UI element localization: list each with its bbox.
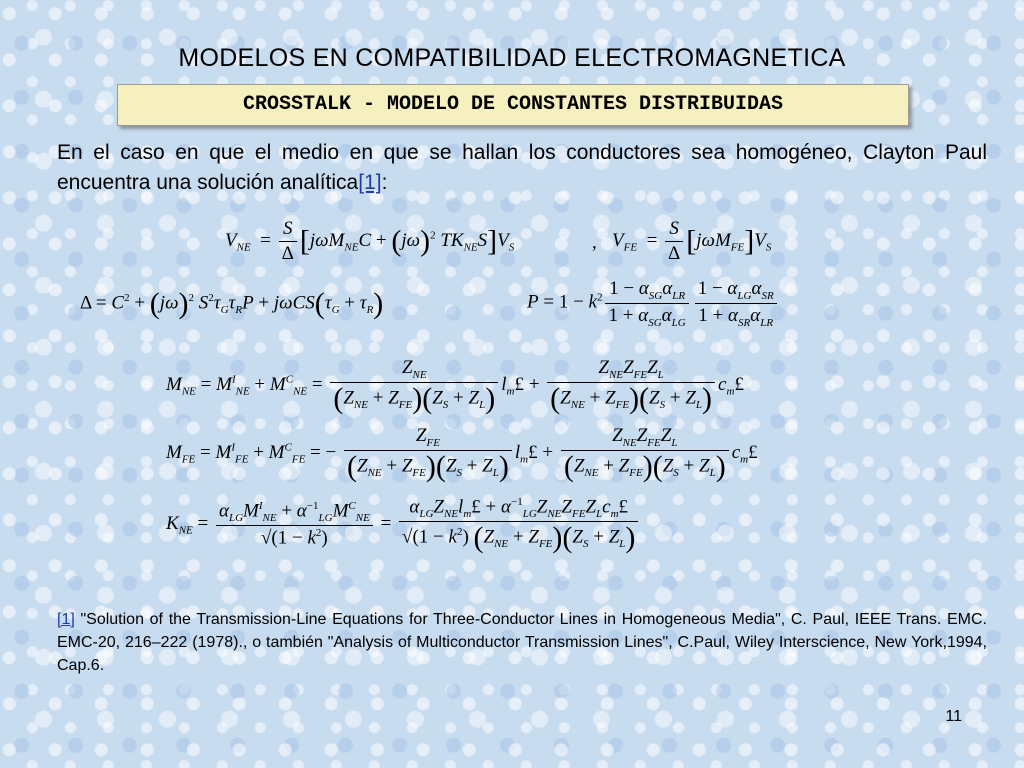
slide-title: MODELOS EN COMPATIBILIDAD ELECTROMAGNETICA — [178, 44, 846, 72]
equation-vne: $V_{NE}$ = $\frac{S}{\Delta}$ [$j\omega M_{NE}C + (j\omega)^2$ $TK_{NE}S]V_S$ — [225, 218, 515, 264]
intro-text: En el caso en que el medio en que se hallan los conductores sea homogéneo, Clayton Paul encuentra una solución analítica — [57, 141, 987, 194]
intro-paragraph — [57, 138, 987, 198]
subtitle-banner — [117, 84, 909, 126]
page-number: 11 — [945, 708, 962, 725]
slide-subtitle: CROSSTALK - MODELO DE CONSTANTES DISTRIBUIDAS — [242, 93, 784, 116]
equation-mne: $M_{NE} = M^I_{NE} + M^C_{NE}$ = $\frac{Z_{NE}}{(Z_{NE} + Z_{FE})(Z_S + Z_L)}$ $l_m£$ + $\frac{Z_{NE}Z_{FE}Z_L}{(Z_{NE} + Z_{FE})(Z_S + Z_L)}$ $c_m£$ — [166, 357, 744, 415]
equation-mfe: $M_{FE} = M^I_{FE} + M^C_{FE}$ = − $\frac{Z_{FE}}{(Z_{NE} + Z_{FE})(Z_S + Z_L)}$ $l_m£$ + $\frac{Z_{NE}Z_{FE}Z_L}{(Z_{NE} + Z_{FE})(Z_S + Z_L)}$ $c_m£$ — [166, 425, 758, 483]
equation-p: $P = 1 - k^2$ $\frac{1 - \alpha_{SG}\alpha_{LR}}{1 + \alpha_{SG}\alpha_{LG}}$ $\frac{1 - \alpha_{LG}\alpha_{SR}}{1 + \alpha_{SR}\alpha_{LR}}$ — [527, 278, 780, 329]
equation-vfe: $V_{FE}$ = $\frac{S}{\Delta}$ $[j\omega M_{FE}]V_S$ — [612, 218, 772, 264]
equation-delta: $\Delta = C^2 + (j\omega)^2$ $S^2\tau_G\tau_RP + j\omega CS(\tau_G + \tau_R)$ — [80, 287, 384, 320]
equation-kne: $K_{NE}$ = $\frac{\alpha_{LG}M^I_{NE} + \alpha^{-1}_{LG}M^C_{NE}}{√(1 - k^2)}$ = $\frac{\alpha_{LG}Z_{NE}l_m£ + \alpha^{-1}_{LG}Z_{NE}Z_{FE}Z_Lc_m£}{√(1 - k^2) (Z_{NE} + Z_{FE})(Z_S + Z_L)}$ — [166, 496, 641, 553]
equation-separator: , — [592, 232, 597, 253]
footnote-text: "Solution of the Transmission-Line Equations for Three-Conductor Lines in Homogeneous Media", C. Paul, IEEE Trans. EMC. EMC-20, 216–222 (1978)., o también "Analysis of Multiconductor Transmission Lines", C.Paul, Wiley Interscience, New York,1994, Cap.6. — [57, 611, 987, 674]
footnote-reference-link[interactable]: [1] — [57, 611, 75, 628]
footnote — [57, 608, 987, 677]
intro-colon: : — [381, 171, 388, 194]
reference-link[interactable]: [1] — [358, 171, 382, 194]
